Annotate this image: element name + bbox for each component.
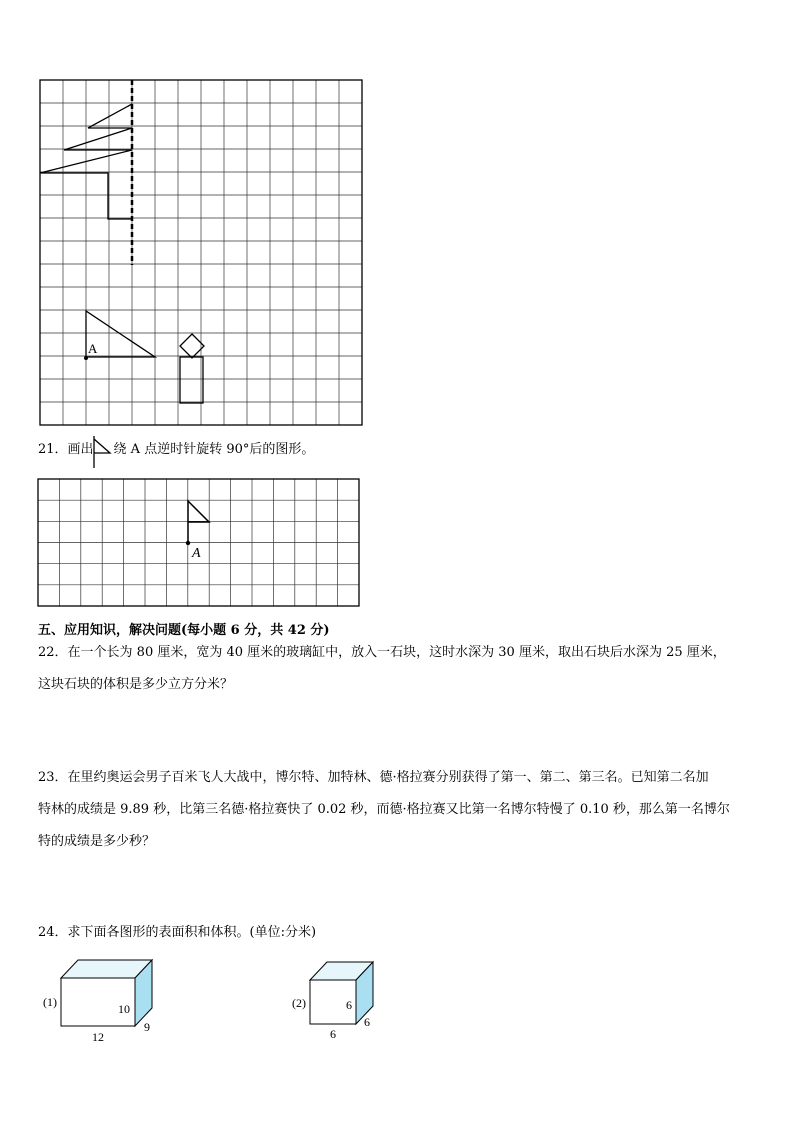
figure-2-label: (2) [292,996,306,1010]
q21-prefix: 21．画出 [38,442,94,457]
question-22-line-2: 这块石块的体积是多少立方分米？ [38,677,234,692]
grid-figure-1 [0,0,794,440]
question-21 [38,434,314,466]
rectangle-shape [180,357,203,403]
cuboid-2 [292,962,373,1041]
figure-1-label: (1) [43,995,57,1009]
point-a [84,356,88,360]
flag-shape [188,501,209,543]
point-a-label: A [88,341,98,356]
figure-2-width: 6 [364,1015,370,1029]
point-a [186,541,190,545]
section-5-title: 五、应用知识，解决问题(每小题 6 分，共 42 分) [38,623,330,638]
figure-1-width: 9 [144,1020,150,1034]
diamond-shape [180,334,204,358]
flag-icon [92,435,116,469]
q21-suffix: 绕 A 点逆时针旋转 90°后的图形。 [113,442,315,457]
question-24: 24．求下面各图形的表面积和体积。(单位:分米) [38,925,317,940]
figure-1-height: 10 [118,1002,130,1016]
cuboid-figures [0,950,794,1050]
figure-1-length: 12 [92,1030,104,1044]
figure-2-height: 6 [346,998,352,1012]
question-23-line-1: 23．在里约奥运会男子百米飞人大战中，博尔特、加特林、德·格拉赛分别获得了第一、第二、第三名。已知第二名加 [38,770,709,785]
figure-2-length: 6 [330,1027,336,1041]
point-a-label: A [192,546,201,561]
grid-figure-2 [0,470,794,615]
cuboid-1 [43,960,152,1044]
question-22-line-1: 22．在一个长为 80 厘米，宽为 40 厘米的玻璃缸中，放入一石块，这时水深为 30 厘米，取出石块后水深为 25 厘米， [38,645,726,660]
question-23-line-2: 特林的成绩是 9.89 秒，比第三名德·格拉赛快了 0.02 秒，而德·格拉赛又比第一名博尔特慢了 0.10 秒，那么第一名博尔 [38,802,730,817]
question-23-line-3: 特的成绩是多少秒？ [38,834,156,849]
